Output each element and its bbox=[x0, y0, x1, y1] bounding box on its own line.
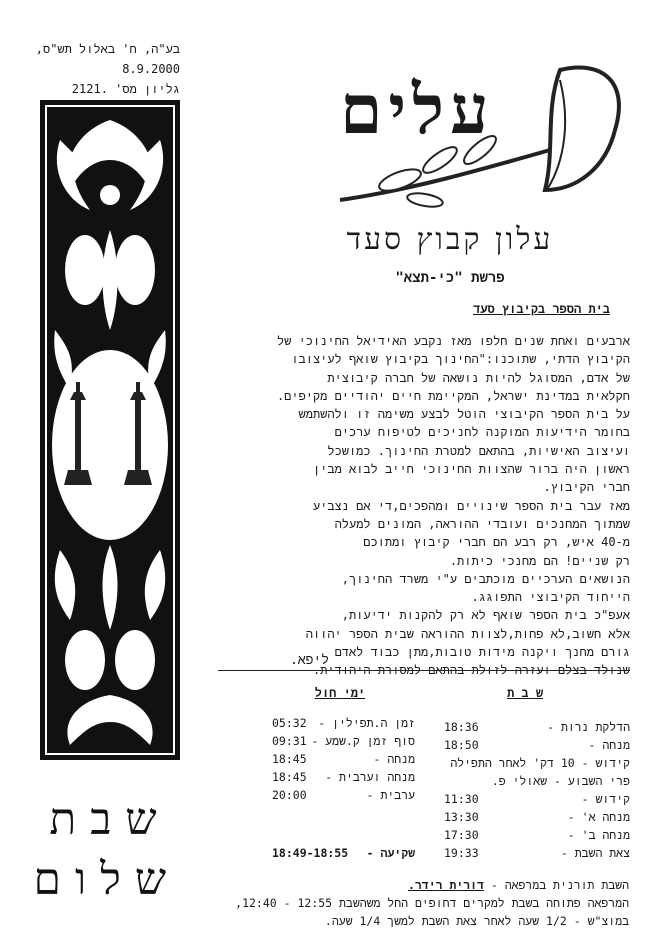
decorative-banner bbox=[40, 100, 180, 760]
logo-title: עלים bbox=[340, 70, 495, 150]
article-line: רק שניים! הם מחנכי כיתות. bbox=[449, 553, 630, 568]
weekday-row-time: 20:00 bbox=[272, 788, 307, 802]
weekday-row-label: ערבית - bbox=[366, 788, 415, 802]
weekday-row-time: 05:32 bbox=[272, 716, 307, 730]
shabbat-row-label: מנחה א' - bbox=[567, 810, 630, 824]
shabbat-row-time: 13:30 bbox=[444, 810, 479, 824]
article-line: הקיבוץ הדתי, שתוכנו:"החינוך בקיבוץ שואף לעיצובו bbox=[291, 352, 630, 367]
weekday-row-time: 18:45 bbox=[272, 752, 307, 766]
article-line: הנושאים הערכיים מוכתבים ע"י משרד החינוך, bbox=[341, 571, 630, 586]
clinic-hours-line: המרפאה פתוחה בשבת למקרים דחופים החל משהשבת 12:55 - 12:40, bbox=[235, 896, 629, 910]
article-line: מאז עבר בית הספר שינויים ומהפכים,די אם נצביע bbox=[312, 498, 630, 513]
shabbat-word: שבת bbox=[49, 794, 171, 845]
shabbat-schedule-heading: ש ב ת bbox=[506, 686, 544, 700]
shabbat-row-label: פרי השבוע - שאולי פ. bbox=[491, 774, 630, 788]
shabbat-row-time: 18:50 bbox=[444, 738, 479, 752]
article-signature: ליפא. bbox=[290, 653, 330, 668]
weekday-row-label: זמן ה.תפילין - bbox=[318, 716, 415, 730]
sunset-label: שקיעה - bbox=[366, 846, 415, 860]
shabbat-row-label: מנחה ב' - bbox=[567, 828, 630, 842]
clinic-duty-nurse: דורית רידר. bbox=[407, 878, 484, 892]
clinic-motzash-line: במוצ"ש - 1/2 שעה לאחר צאת השבת למשך 1/4 שעה. bbox=[324, 914, 629, 928]
shabbat-row-label: קידוש - bbox=[581, 792, 630, 806]
shabbat-shalom-calligraphy bbox=[33, 790, 180, 920]
weekday-row-label: סוף זמן ק.שמע - bbox=[311, 734, 415, 748]
shabbat-row-label: מנחה - bbox=[588, 738, 630, 752]
article-line: ראשון היה ברור שהצוות החינוכי חייב לבוא מבין bbox=[312, 462, 630, 477]
weekday-row-label: מנחה - bbox=[373, 752, 415, 766]
article-line: הייחוד הקיבוצי התפוגג. bbox=[471, 590, 630, 605]
weekday-schedule-heading: ימי חול bbox=[314, 686, 366, 700]
ornament-illustration bbox=[40, 100, 180, 760]
article-line: שמתוך המחנכים ועובדי ההוראה, המונים למעלה bbox=[334, 516, 630, 531]
shalom-word: שלום bbox=[33, 854, 180, 905]
clinic-duty-line bbox=[408, 878, 629, 893]
weekday-row-time: 09:31 bbox=[272, 734, 307, 748]
article-heading: בית הספר בקיבוץ סעד bbox=[473, 302, 610, 316]
shabbat-row-label: קידוש - 10 דק' לאחר התפילה bbox=[450, 756, 630, 770]
article-body bbox=[235, 332, 630, 680]
article-line: חקלאית במדינת ישראל, המקיימת חיים יהודיים מקיפים. bbox=[276, 388, 630, 403]
article-line: אעפ"כ בית הספר שואף לא רק להקנות ידיעות, bbox=[341, 608, 630, 623]
article-line: אלא חשוב,לא פחות,לצוות ההוראה שבית הספר יהווה bbox=[305, 626, 630, 641]
article-line: של אדם, המסוגל להיות נושאה של חברה קיבוצית bbox=[327, 370, 630, 385]
shabbat-row-time: 11:30 bbox=[444, 792, 479, 806]
article-line: גורם מחנך ויקנה מידות טובות,מתן כבוד לאדם bbox=[334, 645, 630, 660]
article-line: ארבעים ואחת שנים חלפו מאז נקבע האידיאל החינוכי של bbox=[276, 334, 630, 348]
header-date-gregorian: 8.9.2000 bbox=[122, 62, 180, 76]
article-line: בחומר הידיעות המוקנה לחניכים לטיפוח ערכים bbox=[334, 425, 630, 440]
header-issue-number: גליון מס' .2121 bbox=[71, 82, 180, 96]
article-line: ועיצוב האישיות, בהתאם למטרת החינוך. כמושכל bbox=[327, 443, 630, 458]
article-line: שנולד בצלם ועזרה לזולת בהתאם למסורת היהודית. bbox=[312, 663, 630, 678]
article-line: מ-40 איש, רק רבע הם חברי קיבוץ ומתוכם bbox=[363, 535, 630, 550]
clinic-duty-prefix: השבת תורנית במרפאה - bbox=[483, 878, 629, 892]
shabbat-row-time: 17:30 bbox=[444, 828, 479, 842]
shabbat-row-label: הדלקת נרות - bbox=[547, 720, 630, 734]
shabbat-row-time: 18:36 bbox=[444, 720, 479, 734]
parasha-title: פרשת "כי-תצא" bbox=[395, 270, 505, 286]
shabbat-row-time: 19:33 bbox=[444, 846, 479, 860]
weekday-row-time: 18:45 bbox=[272, 770, 307, 784]
shabbat-row-label: צאת השבת - bbox=[560, 846, 630, 860]
header-date-hebrew: בע"ה, ח' באלול תש"ס, bbox=[35, 42, 180, 56]
article-line: חברי הקיבוץ. bbox=[543, 480, 630, 495]
article-line: על בית הספר הקיבוצי הוטל לבצע משימה זו ולהשתמש bbox=[298, 407, 630, 422]
weekday-row-label: מנחה וערבית - bbox=[325, 770, 415, 784]
sunset-time-range: 18:49-18:55 bbox=[272, 846, 349, 860]
divider bbox=[218, 670, 630, 671]
newsletter-subtitle: עלון קבוץ סעד bbox=[346, 222, 554, 257]
